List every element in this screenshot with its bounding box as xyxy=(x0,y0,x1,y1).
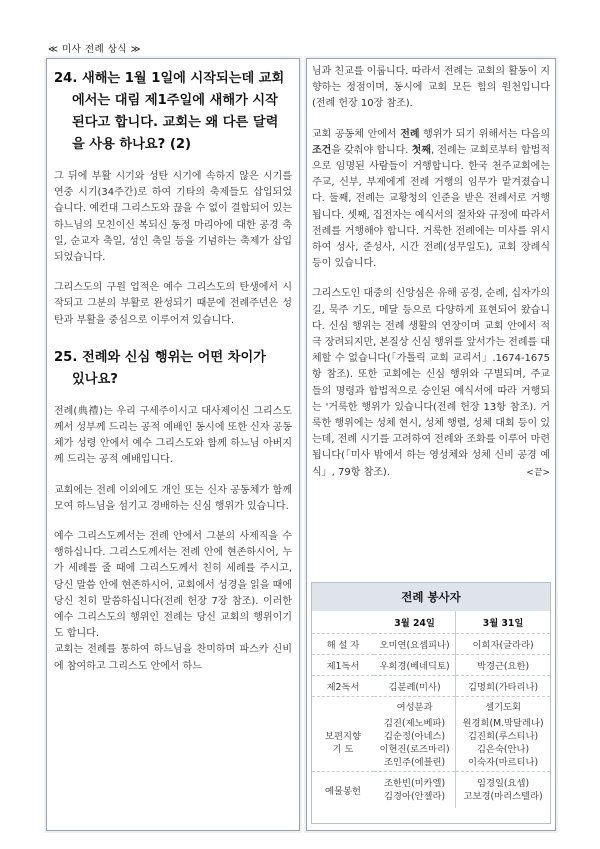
intercessions-2 xyxy=(456,715,550,772)
reader2-1: 김분례(미사) xyxy=(374,676,456,697)
intercessions-1-name-4: 조인주(에블린) xyxy=(384,757,446,768)
date-header-2: 3월 31일 xyxy=(456,611,550,634)
offering-2 xyxy=(456,772,550,809)
q25-line-1: 25. 전례와 신심 행위는 어떤 차이가 xyxy=(54,349,266,365)
left-paragraph-1: 그 뒤에 부활 시기와 성탄 시기에 속하지 않은 시기를 연중 시기(34주간)로 하여 기타의 축제들도 삽입되었습니다. 예컨대 그리스도와 끊을 수 없이 결합되어 있는 하느님의 모친이신 복되신 동정 마리아에 대한 공경 축일, 순교자 축일, 성인 축일 등을 기념하는 축제가 삽입되었습니다. xyxy=(54,171,292,264)
left-paragraph-6: 교회는 전례를 통하여 하느님을 찬미하며 파스카 신비에 참여하고 그리스도 안에서 하느 xyxy=(54,644,292,672)
intercessions-1-name-1: 김진(제노베파) xyxy=(384,718,446,729)
q25-line-2: 있나요? xyxy=(72,371,118,387)
intercessions-2-name-3: 김은숙(안나) xyxy=(476,744,530,755)
p2-bold-liturgy: 전례 xyxy=(400,128,420,140)
role-reader-1: 제1독서 xyxy=(312,655,374,676)
p2-text-e: 을 갖춰야 합니다. xyxy=(331,144,412,156)
q24-line-3: 된다고 합니다. 교회는 왜 다른 달력 xyxy=(72,115,279,130)
question-25-heading xyxy=(54,347,292,391)
left-paragraph-3: 전례(典禮)는 우리 구세주이시고 대사제이신 그리스도께서 성부께 드리는 공적 예배인 동시에 또한 신자 공동체가 성령 안에서 예수 그리스도와 함께 하느님 아버지께 드리는 공적 예배입니다. xyxy=(54,405,292,466)
volunteer-table xyxy=(312,611,550,808)
left-paragraph-2: 그리스도의 구원 업적은 예수 그리스도의 탄생에서 시작되고 그분의 부활로 완성되기 때문에 전례주년은 성탄과 부활을 중심으로 이루어져 있습니다. xyxy=(54,282,292,326)
right-paragraph-1: 님과 친교를 이룹니다. 따라서 전례는 교회의 활동이 지향하는 정점이며, 동시에 교회 모든 힘의 원천입니다 (전례 헌장 10장 참조). xyxy=(312,66,550,110)
commentator-1: 오미연(요셉피나) xyxy=(374,634,456,655)
role-header-empty xyxy=(312,611,374,634)
left-paragraph-4: 교회에는 전례 이외에도 개인 또는 신자 공동체가 함께 모여 하느님을 섬기고 경배하는 신심 행위가 있습니다. xyxy=(54,484,292,512)
p2-text-a: 교회 공동체 안에서 xyxy=(312,128,401,140)
question-24-heading xyxy=(54,68,292,156)
right-paragraph-3 xyxy=(312,286,550,480)
right-column xyxy=(312,64,550,495)
offering-2-name-2: 고보경(마리스텔라) xyxy=(463,791,543,802)
reader1-1: 우희경(베네딕토) xyxy=(374,655,456,676)
group-2: 셀기도회 xyxy=(456,697,550,716)
commentator-2: 이희자(글라라) xyxy=(456,634,550,655)
p2-bold-condition: 조건 xyxy=(312,144,332,156)
volunteer-title: 전례 봉사자 xyxy=(312,583,550,611)
q24-line-1: 24. 새해는 1월 1일에 시작되는데 교회 xyxy=(54,71,285,86)
intercessions-2-name-1: 원경희(M.막달레나) xyxy=(462,718,544,729)
intercessions-label-2: 기 도 xyxy=(332,744,354,755)
role-offering: 예물봉헌 xyxy=(312,772,374,809)
intercessions-1-name-2: 김순정(아네스) xyxy=(384,731,446,742)
intercessions-1 xyxy=(374,715,456,772)
offering-1-name-1: 조한빈(미카엘) xyxy=(384,778,446,789)
role-group-empty xyxy=(312,697,374,716)
intercessions-2-name-4: 이숙자(마르티나) xyxy=(468,757,539,768)
offering-1-name-2: 김경아(안젤라) xyxy=(384,791,446,802)
volunteer-schedule-box xyxy=(311,582,551,824)
left-paragraph-5: 예수 그리스도께서는 전례 안에서 그분의 사제직을 수행하십니다. 그리스도께서는 전례 안에 현존하시어, 누가 세례를 줄 때에 그리스도께서 친히 세례를 주시고, 당신 말씀 안에 현존하시어, 교회에서 성경을 읽을 때에 당신 친히 말씀하십니다(전례 헌장 7장 참조). 이러한 예수 그리스도의 행위인 전례는 당신 교회의 행위이기도 합니다. xyxy=(54,531,292,640)
reader1-2: 박경근(요한) xyxy=(456,655,550,676)
intercessions-2-name-2: 김진희(루스티나) xyxy=(468,731,539,742)
group-1: 여성분과 xyxy=(374,697,456,716)
intercessions-1-name-3: 이현진(로즈마리) xyxy=(379,744,450,755)
p2-text-g: , 전례는 교회로부터 합법적으로 임명된 사람들이 거행합니다. 한국 천주교회에는 주교, 신부, 부제에게 전례 거행의 임무가 맡겨졌습니다. 둘째, 전례는 교황청의 인준을 받은 전례서로 거행됩니다. 셋째, 집전자는 예식서의 절차와 규정에 따라서 전례를 거행해야 합니다. 거룩한 전례에는 미사를 위시하여 성사, 준성사, 시간 전례(성무일도), 교회 장례식 등이 있습니다. xyxy=(312,144,550,270)
role-reader-2: 제2독서 xyxy=(312,676,374,697)
intercessions-label-1: 보편지향 xyxy=(325,731,361,742)
offering-1 xyxy=(374,772,456,809)
q24-line-2: 에서는 대림 제1주일에 새해가 시작 xyxy=(72,93,278,108)
end-mark: <끝> xyxy=(526,467,550,478)
p2-bold-first: 첫째 xyxy=(411,144,431,156)
p3-text: 그리스도인 대중의 신앙심은 유해 공경, 순례, 십자가의 길, 묵주 기도, 메달 등으로 다양하게 표현되어 왔습니다. 신심 행위는 전례 생활의 연장이며 교회 안에서 적극 장려되지만, 본질상 신심 행위를 앞서가는 전례를 대체할 수 없습니다(「가톨릭 교회 교리서」.1674-1675항 참조). 또한 교회에는 신심 행위와 구별되며, 주교 들의 명령과 합법적으로 승인된 예식서에 따라 거행되는 '거룩한 행위가 있습니다(전례 헌장 13항 참조). 거룩한 행위에는 성체 현시, 성체 행렬, 성체 대회 등이 있는데, 전례 시기를 고려하여 전례와 조화를 이루어 마련됩니다(「미사 밖에서 하는 영성체와 성체 신비 공경 예식」, 79항 참조). xyxy=(312,288,550,478)
p2-text-c: 행위가 되기 위해서는 다음의 xyxy=(419,128,550,140)
q24-line-4: 을 사용 하나요? (2) xyxy=(72,137,192,152)
reader2-2: 김명희(가타리나) xyxy=(456,676,550,697)
offering-2-name-1: 임경일(요셉) xyxy=(476,778,530,789)
date-header-1: 3월 24일 xyxy=(394,618,435,629)
right-paragraph-2 xyxy=(312,127,550,273)
role-commentator: 해 설 자 xyxy=(312,634,374,655)
left-column xyxy=(54,68,292,689)
series-header: ≪ 미사 전례 상식 ≫ xyxy=(48,44,142,55)
role-intercessions xyxy=(312,715,374,772)
